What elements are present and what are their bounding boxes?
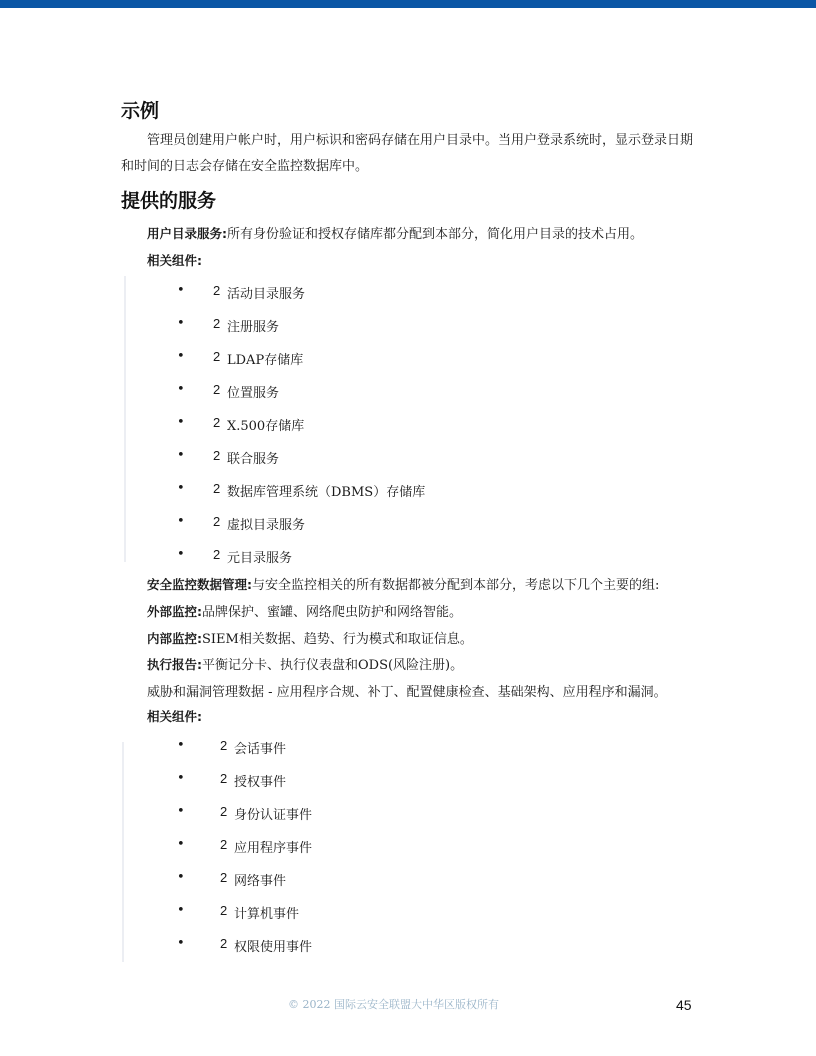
bullet-icon: • — [177, 936, 185, 951]
list-item-text: 元目录服务 — [227, 551, 293, 566]
list-item-text: 应用程序事件 — [234, 841, 313, 856]
threat-vulnerability-line: 威胁和漏洞管理数据 - 应用程序合规、补丁、配置健康检查、基础架构、应用程序和漏洞。 — [147, 685, 667, 700]
bullet-icon: • — [177, 771, 185, 786]
executive-reporting-text: 平衡记分卡、执行仪表盘和ODS(风险注册)。 — [202, 658, 464, 673]
bullet-icon: • — [177, 804, 185, 819]
list-item-number: 2 — [220, 804, 228, 819]
list-item-number: 2 — [220, 738, 228, 753]
list-item-number: 2 — [213, 382, 221, 397]
related-components-label-1: 相关组件: — [147, 253, 202, 268]
internal-monitoring-label: 内部监控: — [147, 631, 202, 646]
list-item-number: 2 — [220, 771, 228, 786]
example-paragraph: 管理员创建用户帐户时，用户标识和密码存储在用户目录中。当用户登录系统时，显示登录日期和时间的日志会存储在安全监控数据库中。 — [121, 133, 694, 174]
list-item-number: 2 — [213, 283, 221, 298]
bullet-icon: • — [177, 448, 185, 463]
internal-monitoring-text: SIEM相关数据、趋势、行为模式和取证信息。 — [202, 632, 473, 647]
list-item-text: 计算机事件 — [234, 907, 300, 922]
list-item-text: 位置服务 — [227, 386, 280, 401]
list-item-text: 注册服务 — [227, 320, 280, 335]
list-item-number: 2 — [220, 936, 228, 951]
external-monitoring-text: 品牌保护、蜜罐、网络爬虫防护和网络智能。 — [202, 605, 463, 620]
list-item-number: 2 — [213, 415, 221, 430]
security-monitoring-label: 安全监控数据管理: — [147, 577, 252, 592]
list-item-text: 权限使用事件 — [234, 940, 313, 955]
list-item-text: 活动目录服务 — [227, 287, 306, 302]
executive-reporting-line — [147, 654, 463, 673]
page-number: 45 — [676, 997, 692, 1013]
bullet-icon: • — [177, 283, 185, 298]
executive-reporting-label: 执行报告: — [147, 657, 202, 672]
bullet-icon: • — [177, 837, 185, 852]
list-item-number: 2 — [220, 870, 228, 885]
list-item-text: 数据库管理系统（DBMS）存储库 — [227, 485, 426, 500]
bullet-icon: • — [177, 870, 185, 885]
top-accent-bar — [0, 0, 816, 8]
external-monitoring-line — [147, 601, 462, 620]
bullet-icon: • — [177, 481, 185, 496]
internal-monitoring-line — [147, 628, 473, 647]
footer-copyright: © 2022 国际云安全联盟大中华区版权所有 — [288, 998, 499, 1011]
external-monitoring-label: 外部监控: — [147, 604, 202, 619]
list-item-number: 2 — [213, 481, 221, 496]
list-item-number: 2 — [220, 837, 228, 852]
list-item-text: 虚拟目录服务 — [227, 518, 306, 533]
user-directory-line — [147, 223, 643, 242]
security-monitoring-line — [147, 574, 659, 593]
bullet-icon: • — [177, 514, 185, 529]
bullet-icon: • — [177, 349, 185, 364]
section-title-example: 示例 — [121, 100, 160, 122]
bullet-icon: • — [177, 415, 185, 430]
list-item-text: 身份认证事件 — [234, 808, 313, 823]
list-item-text: 联合服务 — [227, 452, 280, 467]
bullet-icon: • — [177, 382, 185, 397]
list-item-number: 2 — [213, 316, 221, 331]
list-item-number: 2 — [213, 448, 221, 463]
list-item-number: 2 — [213, 349, 221, 364]
list-item-number: 2 — [220, 903, 228, 918]
list-left-rule-2 — [122, 742, 124, 962]
list-item-text: 授权事件 — [234, 775, 287, 790]
bullet-icon: • — [177, 738, 185, 753]
bullet-icon: • — [177, 903, 185, 918]
user-directory-text: 所有身份验证和授权存储库都分配到本部分，简化用户目录的技术占用。 — [227, 227, 644, 242]
section-title-services: 提供的服务 — [121, 190, 217, 212]
list-item-text: 网络事件 — [234, 874, 287, 889]
list-item-text: 会话事件 — [234, 742, 287, 757]
list-item-number: 2 — [213, 514, 221, 529]
list-item-number: 2 — [213, 547, 221, 562]
list-left-rule-1 — [124, 276, 126, 562]
bullet-icon: • — [177, 316, 185, 331]
list-item-text: LDAP存储库 — [227, 353, 304, 368]
bullet-icon: • — [177, 547, 185, 562]
related-components-label-2: 相关组件: — [147, 709, 202, 724]
list-item-text: X.500存储库 — [227, 419, 305, 434]
security-monitoring-text: 与安全监控相关的所有数据都被分配到本部分，考虑以下几个主要的组: — [252, 578, 660, 593]
user-directory-label: 用户目录服务: — [147, 226, 227, 241]
